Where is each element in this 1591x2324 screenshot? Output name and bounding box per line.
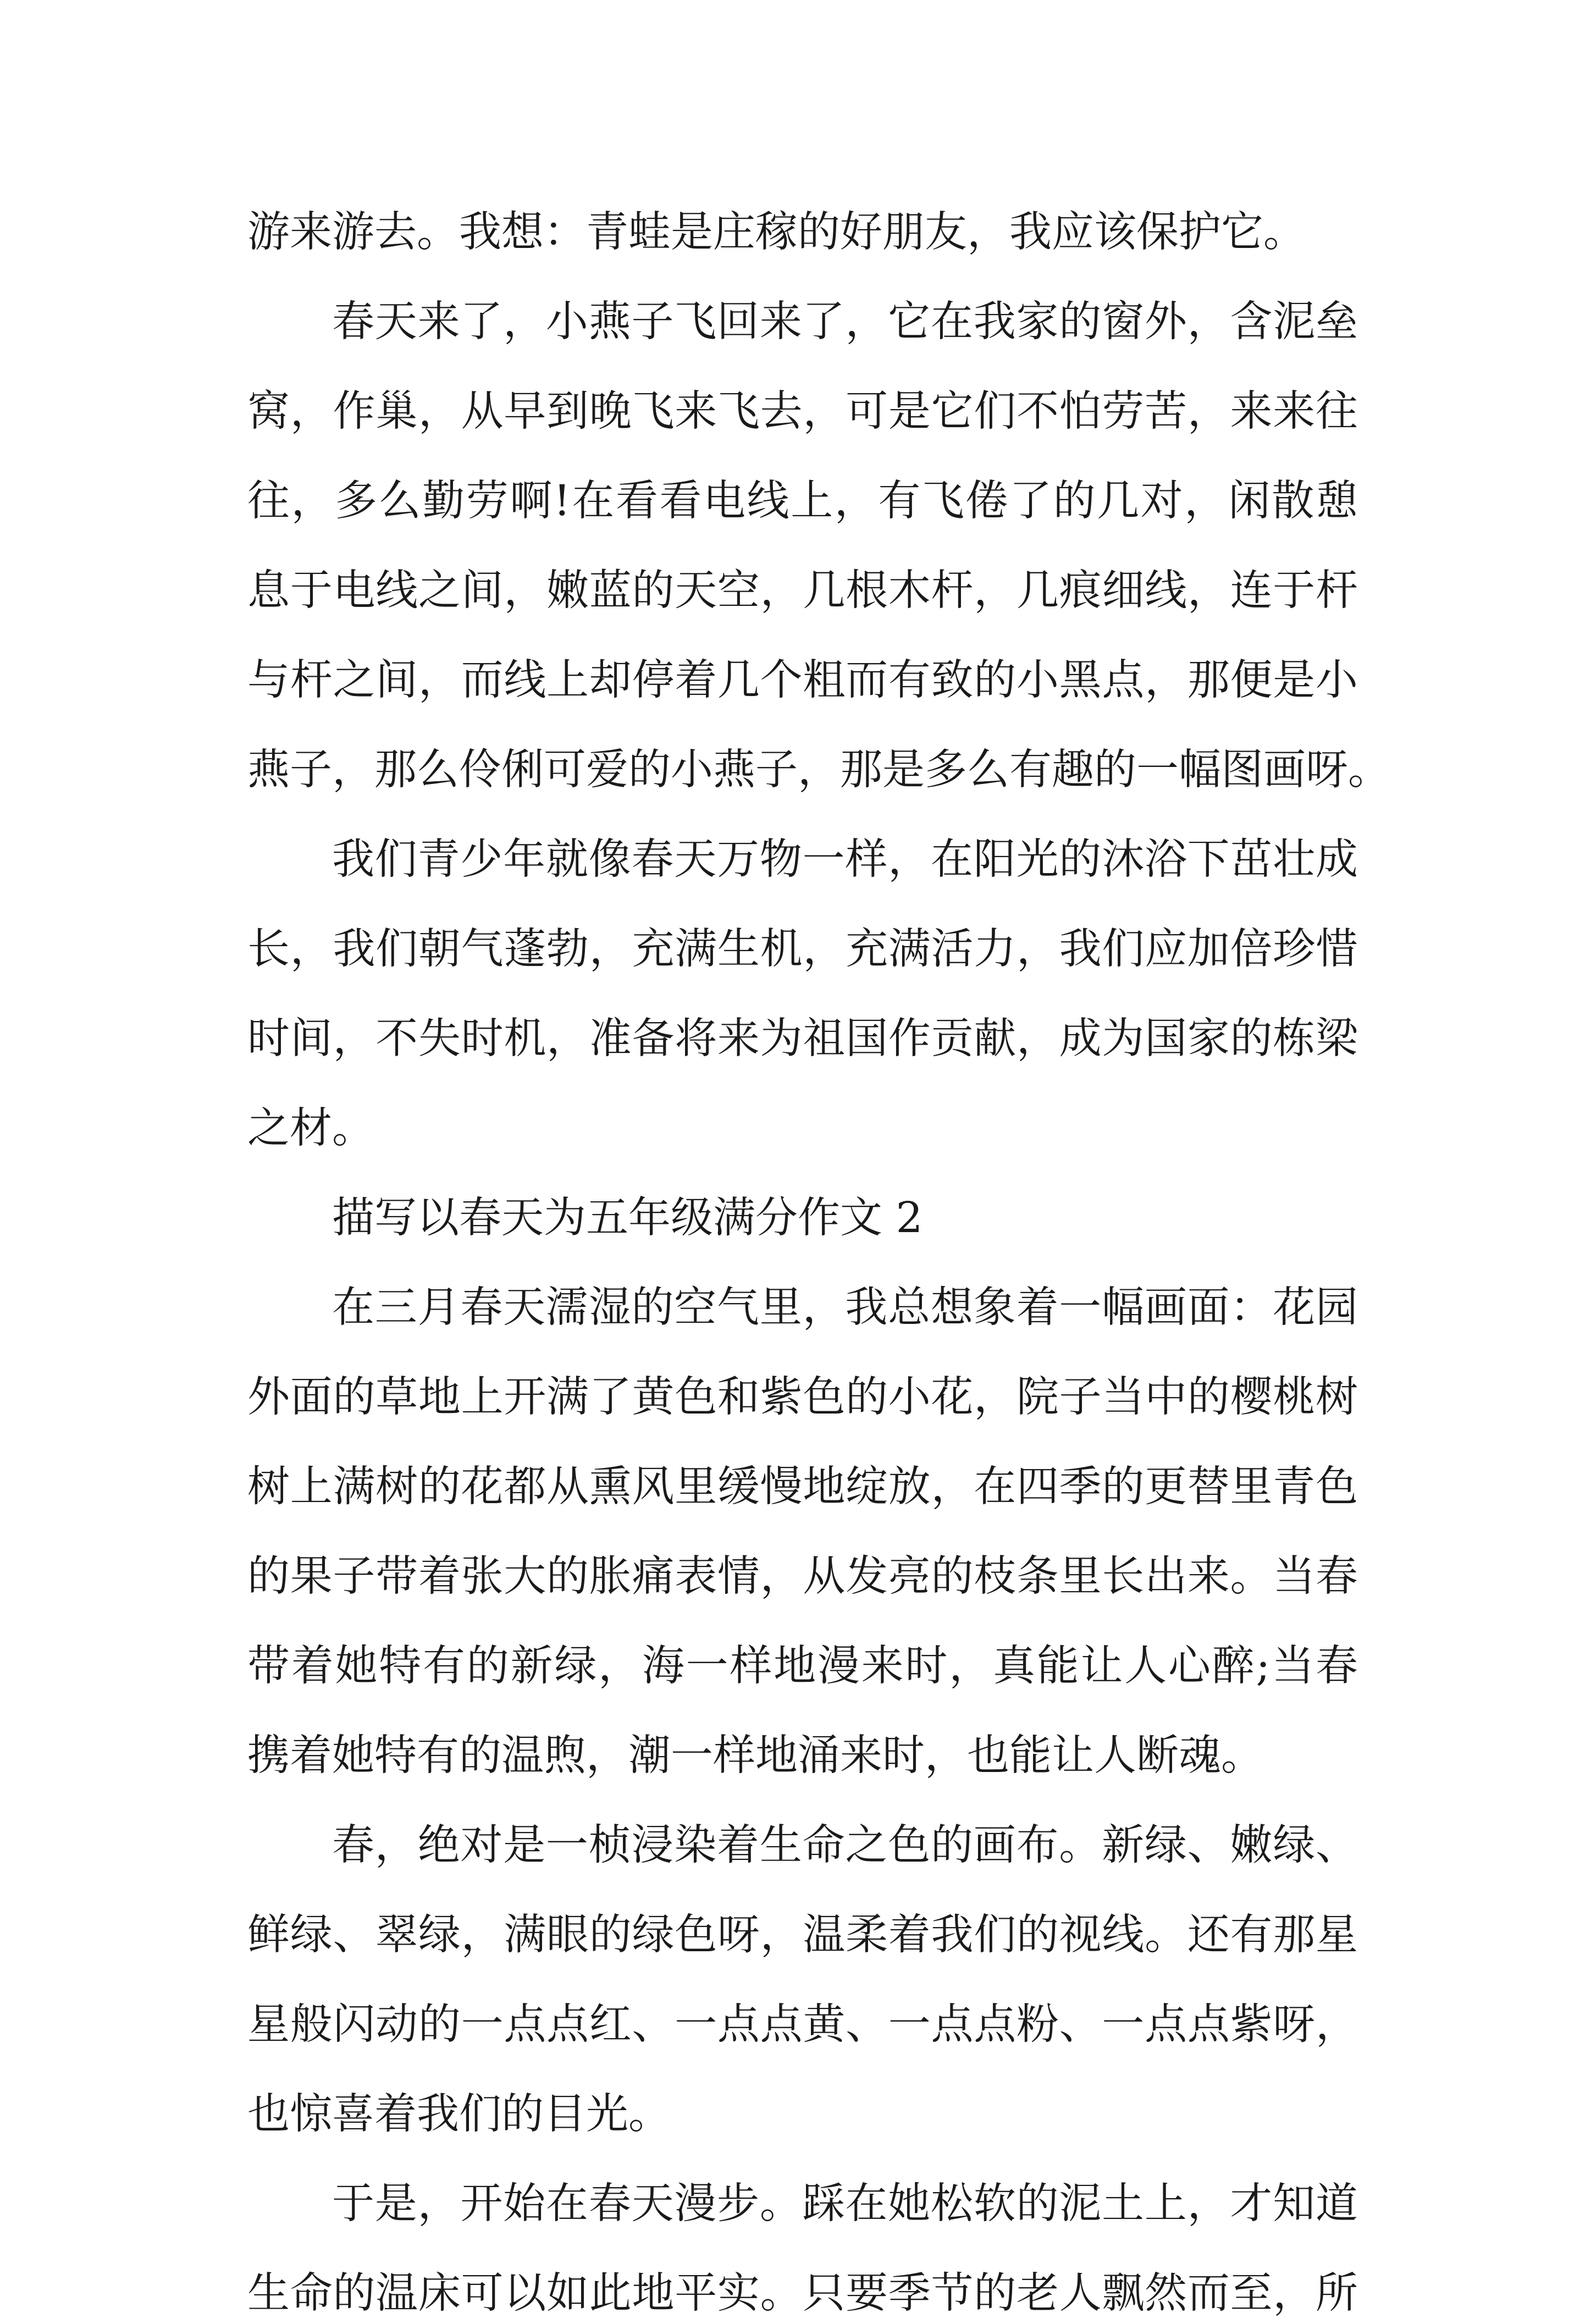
text-line: 树上满树的花都从熏风里缓慢地绽放，在四季的更替里青色 bbox=[247, 1462, 1358, 1511]
section-heading: 描写以春天为五年级满分作文 2 bbox=[332, 1194, 923, 1243]
paragraph-start-line: 于是，开始在春天漫步。踩在她松软的泥土上，才知道 bbox=[332, 2179, 1358, 2228]
text-line: 燕子，那么伶俐可爱的小燕子，那是多么有趣的一幅图画呀。 bbox=[247, 746, 1390, 794]
text-line: 与杆之间，而线上却停着几个粗而有致的小黑点，那便是小 bbox=[247, 656, 1358, 705]
paragraph-start-line: 春，绝对是一桢浸染着生命之色的画布。新绿、嫩绿、 bbox=[332, 1821, 1358, 1870]
paragraph-start-line: 在三月春天濡湿的空气里，我总想象着一幅画面：花园 bbox=[332, 1283, 1358, 1332]
text-line: 往，多么勤劳啊!在看看电线上，有飞倦了的几对，闲散憩 bbox=[247, 477, 1358, 526]
text-line: 星般闪动的一点点红、一点点黄、一点点粉、一点点紫呀， bbox=[247, 2000, 1358, 2049]
text-line: 生命的温床可以如此地平实。只要季节的老人飘然而至，所 bbox=[247, 2269, 1358, 2318]
text-line: 鲜绿、翠绿，满眼的绿色呀，温柔着我们的视线。还有那星 bbox=[247, 1911, 1358, 1959]
text-line: 携着她特有的温煦，潮一样地涌来时，也能让人断魂。 bbox=[247, 1731, 1263, 1780]
text-line: 息于电线之间，嫩蓝的天空，几根木杆，几痕细线，连于杆 bbox=[247, 566, 1358, 615]
text-line: 窝，作巢，从早到晚飞来飞去，可是它们不怕劳苦，来来往 bbox=[247, 387, 1358, 436]
paragraph-start-line: 春天来了，小燕子飞回来了，它在我家的窗外，含泥垒 bbox=[332, 297, 1358, 346]
text-line: 之材。 bbox=[247, 1104, 374, 1153]
text-line: 也惊喜着我们的目光。 bbox=[247, 2090, 671, 2139]
text-line: 的果子带着张大的胀痛表情，从发亮的枝条里长出来。当春 bbox=[247, 1552, 1358, 1601]
text-line: 长，我们朝气蓬勃，充满生机，充满活力，我们应加倍珍惜 bbox=[247, 925, 1358, 974]
text-line: 时间，不失时机，准备将来为祖国作贡献，成为国家的栋梁 bbox=[247, 1014, 1358, 1063]
text-line: 游来游去。我想：青蛙是庄稼的好朋友，我应该保护它。 bbox=[247, 208, 1306, 257]
paragraph-start-line: 我们青少年就像春天万物一样，在阳光的沐浴下茁壮成 bbox=[332, 835, 1358, 884]
text-line: 带着她特有的新绿，海一样地漫来时，真能让人心醉;当春 bbox=[247, 1642, 1358, 1691]
text-line: 外面的草地上开满了黄色和紫色的小花，院子当中的樱桃树 bbox=[247, 1373, 1358, 1422]
